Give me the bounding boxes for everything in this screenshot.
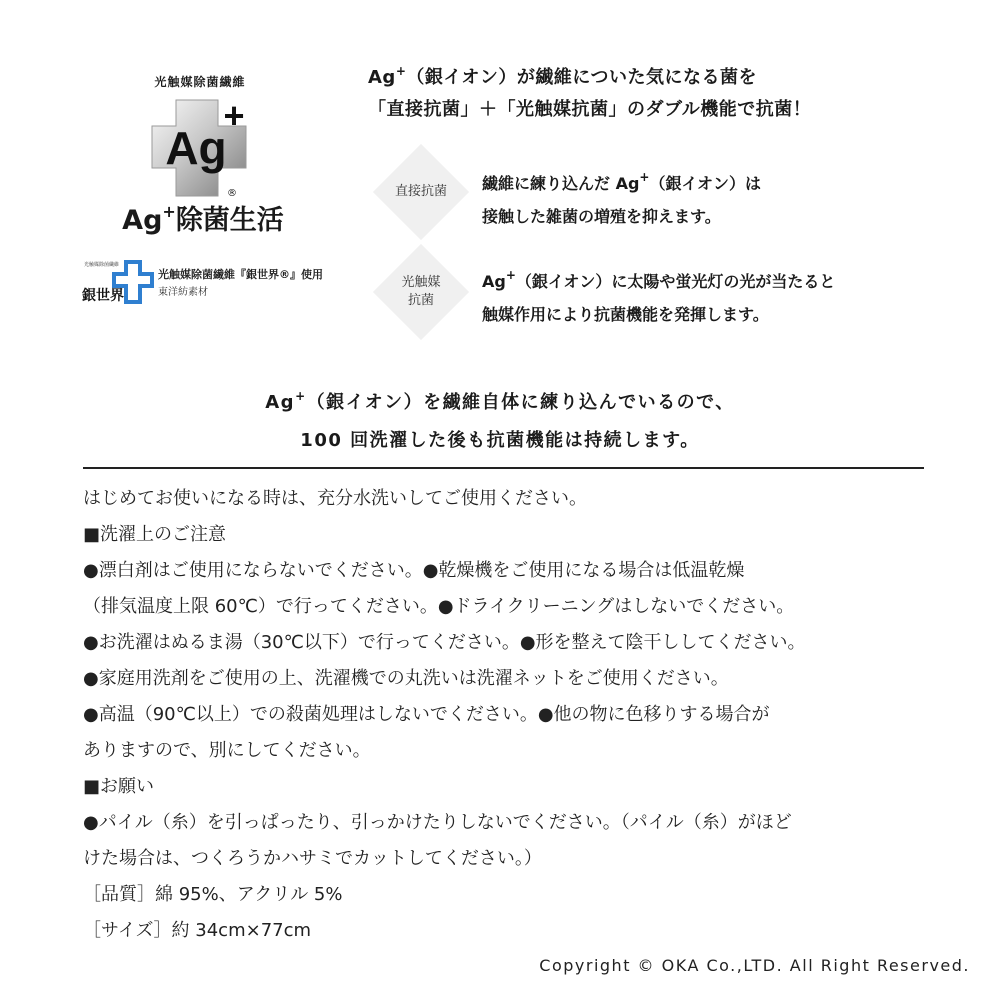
brand-name [108,198,298,237]
logo-caption: 光触媒除菌繊維 [154,75,246,89]
ginsekai-small: 光触媒除菌繊維 [84,262,120,268]
divider [83,467,924,469]
request-line: けた場合は、つくろうかハサミでカットしてください。） [83,848,542,869]
feature-text-1: 繊維に練り込んだ Ag+（銀イオン）は 接触した雑菌の増殖を抑えます。 [482,170,762,226]
headline-line-1: Ag+（銀イオン）が繊維についた気になる菌を [368,64,757,88]
request-heading: ■お願い [83,776,155,797]
headline-line-2: 「直接抗菌」＋「光触媒抗菌」のダブル機能で抗菌！ [368,99,812,120]
feature-label-1: 直接抗菌 [394,184,447,199]
feature-label-2: 光触媒 抗菌 [401,275,441,308]
logo-mark-plus: + [223,96,245,136]
notes-intro: はじめてお使いになる時は、充分水洗いしてご使用ください。 [83,488,587,509]
ginsekai-text: 光触媒除菌繊維『銀世界®』使用 [158,268,323,281]
care-line: ●家庭用洗剤をご使用の上、洗濯機での丸洗いは洗濯ネットをご使用ください。 [83,668,729,689]
headline [368,55,811,126]
brand-prefix: Ag [122,205,163,236]
care-heading: ■洗濯上のご注意 [83,524,227,545]
ginsekai-logo-icon [80,256,160,308]
durability-statement: Ag+（銀イオン）を繊維自体に練り込んでいるので、 100 回洗濯した後も抗菌機能は持続します。 [265,389,735,451]
care-notes [83,481,943,949]
size-line: ［サイズ］約 34cm×77cm [83,920,312,941]
care-line: ●高温（90℃以上）での殺菌処理はしないでください。●他の物に色移りする場合が [83,704,770,725]
care-line: ●お洗濯はぬるま湯（30℃以下）で行ってください。●形を整えて陰干ししてください。 [83,632,806,653]
request-line: ●パイル（糸）を引っぱったり、引っかけたりしないでください。（パイル（糸）がほど [83,812,792,833]
ginsekai-maker: 東洋紡素材 [158,287,208,298]
feature-text-2: Ag+（銀イオン）に太陽や蛍光灯の光が当たると 触媒作用により抗菌機能を発揮します。 [482,268,836,324]
care-line: ●漂白剤はご使用にならないでください。●乾燥機をご使用になる場合は低温乾燥 [83,560,745,581]
quality-line: ［品質］綿 95%、アクリル 5% [83,884,343,905]
ag-plus-logo-icon [148,96,254,200]
brand-suffix: 除菌生活 [175,205,284,236]
ginsekai-mark: 銀世界 [82,288,124,304]
care-line: （排気温度上限 60℃）で行ってください。●ドライクリーニングはしないでください。 [83,596,795,617]
logo-mark-text: Ag [165,122,227,174]
brand-sup: + [162,202,176,221]
care-line: ありますので、別にしてください。 [83,740,371,761]
logo-registered: ® [227,188,237,199]
copyright: Copyright © OKA Co.,LTD. All Right Reserved. [539,956,970,975]
